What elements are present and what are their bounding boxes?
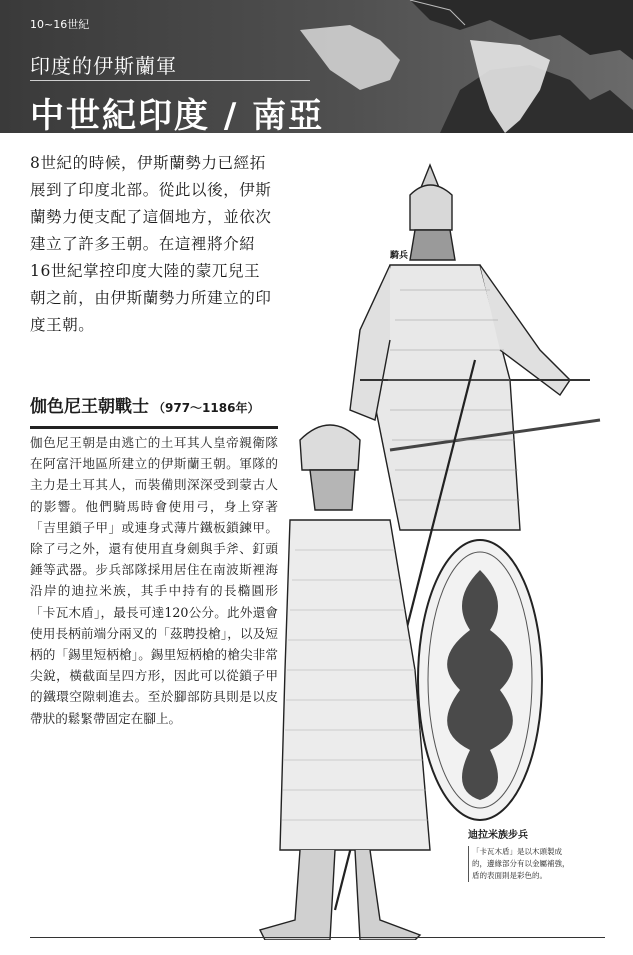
cavalry-figure [350, 165, 600, 530]
section-dates: （977～1186年） [153, 401, 260, 415]
infantry-label: 迪拉米族步兵 [468, 830, 528, 841]
cavalry-label: 騎兵 [390, 251, 409, 261]
section-body: 伽色尼王朝是由逃亡的土耳其人皇帝親衛隊在阿富汗地區所建立的伊斯蘭王朝。軍隊的主力是土耳其人，而裝備則深深受到蒙古人的影響。他們騎馬時會使用弓，身上穿著「吉里鎖子甲」或連身式薄片鐵板鎖鍊甲。除了弓之外，還有使用直身劍與手斧、釘頭錘等武器。步兵部隊採用居住在南波斯裡海沿岸的迪拉米族，其手中持有的長橢圓形「卡瓦木盾」，最長可達120公分。此外還會使用長柄前端分兩叉的「茲聘投槍」，以及短柄的「錫里短柄槍」。錫里短柄槍的槍尖非常尖銳，橫截面呈四方形，因此可以從鎖子甲的鐵環空隙刺進去。至於腳部防具則是以皮帶狀的鬆緊帶固定在腳上。 [30, 435, 278, 726]
india-map-graphic [290, 0, 633, 133]
shield-caption: 「卡瓦木盾」是以木頭製成的，邊緣部分有以金屬補強，盾的表面則是彩色的。 [468, 846, 576, 882]
footer-divider [30, 937, 605, 938]
section-title: 伽色尼王朝戰士 [30, 397, 149, 417]
intro-paragraph: 8世紀的時候，伊斯蘭勢力已經拓展到了印度北部。從此以後，伊斯蘭勢力便支配了這個地方，並依次建立了許多王朝。在這裡將介紹16世紀掌控印度大陸的蒙兀兒王朝之前，由伊斯蘭勢力所建立的印度王朝。 [30, 154, 272, 334]
warriors-illustration [240, 150, 620, 940]
kawa-shield [418, 540, 542, 820]
period-label: 10~16世紀 [30, 18, 90, 31]
page-title: 中世紀印度 / 南亞 [30, 96, 325, 133]
page-header [0, 0, 633, 133]
subtitle-divider [30, 80, 310, 81]
chapter-subtitle: 印度的伊斯蘭軍 [30, 54, 177, 78]
